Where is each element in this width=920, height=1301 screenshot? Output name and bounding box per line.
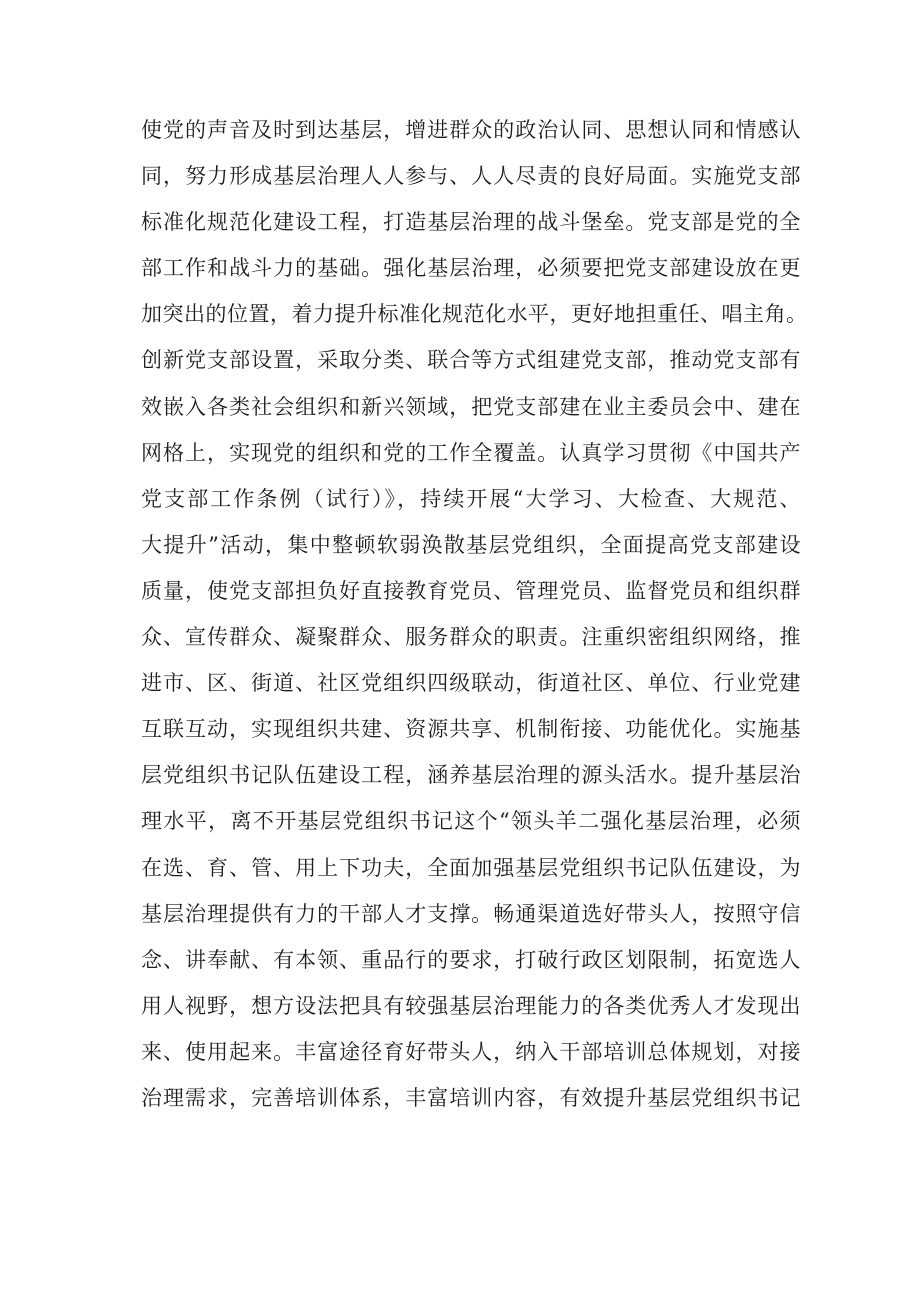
text-line: 来、使用起来。丰富途径育好带头人，纳入干部培训总体规划，对接 (141, 1039, 801, 1064)
text-line: 治理需求，完善培训体系，丰富培训内容，有效提升基层党组织书记 (141, 1085, 801, 1110)
text-line: 众、宣传群众、凝聚群众、服务群众的职责。注重织密组织网络，推 (141, 625, 801, 650)
text-line: 效嵌入各类社会组织和新兴领域，把党支部建在业主委员会中、建在 (141, 394, 801, 419)
text-line: 创新党支部设置，采取分类、联合等方式组建党支部，推动党支部有 (141, 348, 801, 373)
text-line: 理水平，离不开基层党组织书记这个“领头羊二强化基层治理，必须 (141, 809, 801, 834)
text-line: 基层治理提供有力的干部人才支撑。畅通渠道选好带头人，按照守信 (141, 901, 801, 926)
text-line: 加突出的位置，着力提升标准化规范化水平，更好地担重任、唱主角。 (141, 302, 808, 327)
text-line: 同，努力形成基层治理人人参与、人人尽责的良好局面。实施党支部 (141, 164, 801, 189)
text-line: 质量，使党支部担负好直接教育党员、管理党员、监督党员和组织群 (141, 578, 801, 603)
text-line: 大提升”活动，集中整顿软弱涣散基层党组织，全面提高党支部建设 (141, 532, 801, 557)
text-line: 标准化规范化建设工程，打造基层治理的战斗堡垒。党支部是党的全 (141, 210, 801, 235)
text-line: 进市、区、街道、社区党组织四级联动，街道社区、单位、行业党建 (141, 671, 801, 696)
text-line: 部工作和战斗力的基础。强化基层治理，必须要把党支部建设放在更 (141, 256, 801, 281)
text-line: 使党的声音及时到达基层，增进群众的政治认同、思想认同和情感认 (141, 118, 801, 142)
text-line: 念、讲奉献、有本领、重品行的要求，打破行政区划限制，拓宽选人 (141, 947, 801, 972)
body-text (141, 107, 808, 1121)
text-line: 网格上，实现党的组织和党的工作全覆盖。认真学习贯彻《中国共产 (141, 440, 801, 465)
text-line: 在选、育、管、用上下功夫，全面加强基层党组织书记队伍建设，为 (141, 855, 801, 880)
text-line: 互联互动，实现组织共建、资源共享、机制衔接、功能优化。实施基 (141, 717, 801, 742)
text-line: 层党组织书记队伍建设工程，涵养基层治理的源头活水。提升基层治 (141, 763, 801, 788)
text-line: 用人视野，想方设法把具有较强基层治理能力的各类优秀人才发现出 (141, 993, 801, 1018)
text-line: 党支部工作条例（试行）》，持续开展“大学习、大检查、大规范、 (141, 486, 801, 511)
